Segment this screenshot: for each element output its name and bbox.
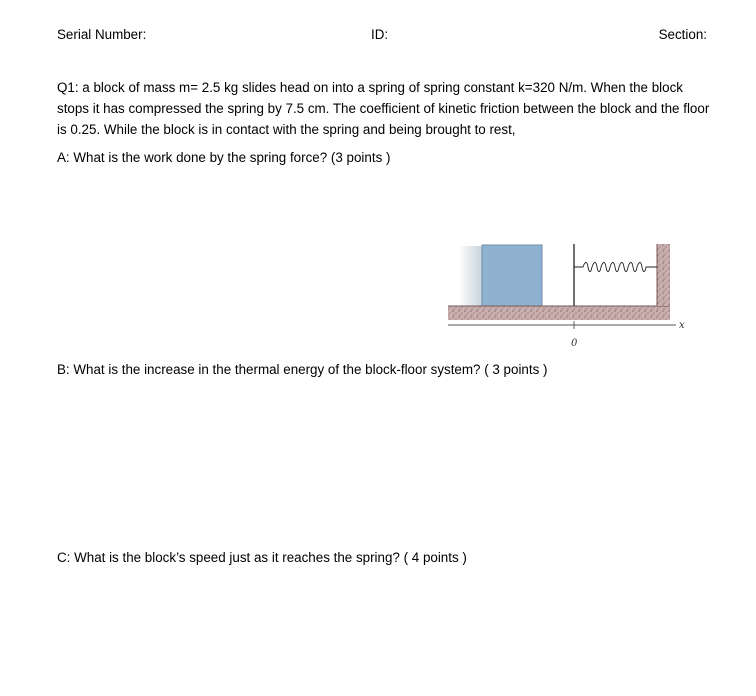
wall xyxy=(657,244,670,306)
spring xyxy=(574,263,657,272)
part-b-question: B: What is the increase in the thermal energy of the block-floor system? ( 3 points ) xyxy=(57,362,548,377)
section-label: Section: xyxy=(658,27,707,42)
block xyxy=(482,245,542,306)
block-spring-figure xyxy=(440,238,700,356)
floor xyxy=(448,306,670,320)
motion-blur xyxy=(458,246,482,306)
origin-label: 0 xyxy=(571,338,578,349)
serial-number-label: Serial Number: xyxy=(57,27,147,42)
question-text: Q1: a block of mass m= 2.5 kg slides head on into a spring of spring constant k=320 N/m. When the block stops it has compressed the spring by 7.5 cm. The coefficient of kinetic friction between the block and the floor is 0.25. While the block is in contact with the spring and being brought to rest, xyxy=(57,80,710,137)
id-label: ID: xyxy=(371,27,389,42)
x-axis-label: x xyxy=(679,320,685,331)
part-a-question: A: What is the work done by the spring force? (3 points ) xyxy=(57,150,391,165)
part-c-question: C: What is the block’s speed just as it reaches the spring? ( 4 points ) xyxy=(57,550,467,565)
